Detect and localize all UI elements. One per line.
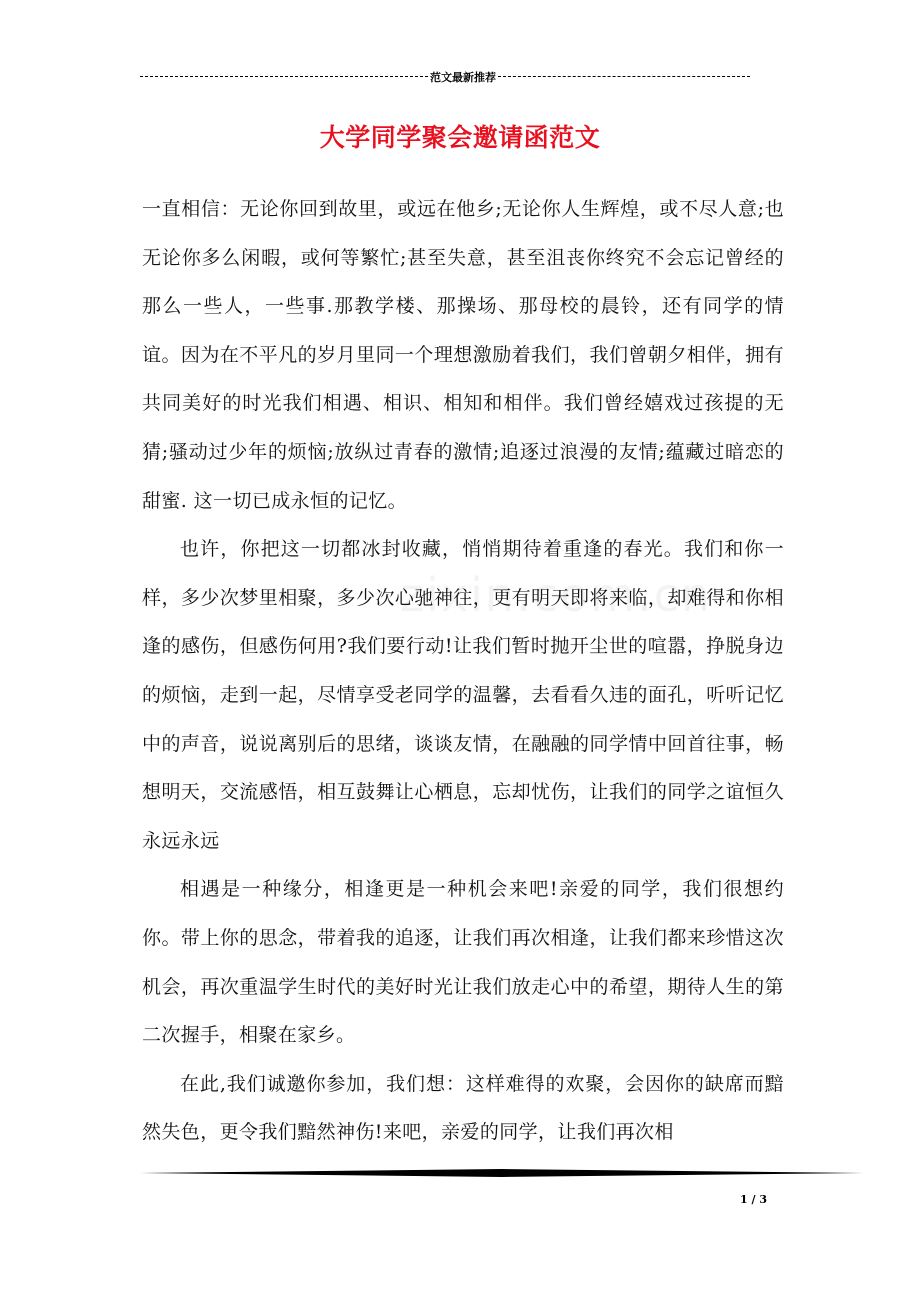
document-body xyxy=(142,185,784,1157)
header-dashed-rule-right xyxy=(498,76,750,78)
header-banner xyxy=(140,68,768,88)
paragraph-3: 相遇是一种缘分，相逢更是一种机会来吧!亲爱的同学，我们很想约你。带上你的思念，带着我的追逐，让我们再次相逢，让我们都来珍惜这次机会，再次重温学生时代的美好时光让我们放走心中的希望，期待人生的第二次握手，相聚在家乡。 xyxy=(142,878,784,1047)
page-number: 1 / 3 xyxy=(740,1193,767,1206)
header-label: 范文最新推荐 xyxy=(430,71,496,84)
footer-divider xyxy=(140,1168,864,1178)
document-title: 大学同学聚会邀请函范文 xyxy=(319,123,601,152)
paragraph-1: 一直相信：无论你回到故里，或远在他乡;无论你人生辉煌，或不尽人意;也无论你多么闲暇，或何等繁忙;甚至失意，甚至沮丧你终究不会忘记曾经的那么一些人，一些事.那教学楼、那操场、那母校的晨铃，还有同学的情谊。因为在不平凡的岁月里同一个理想激励着我们，我们曾朝夕相伴，拥有共同美好的时光我们相遇、相识、相知和相伴。我们曾经嬉戏过孩提的无猜;骚动过少年的烦恼;放纵过青春的激情;追逐过浪漫的友情;蕴藏过暗恋的甜蜜. 这一切已成永恒的记忆。 xyxy=(142,198,784,512)
paragraph-2: 也许，你把这一切都冰封收藏，悄悄期待着重逢的春光。我们和你一样，多少次梦里相聚，多少次心驰神往，更有明天即将来临，却难得和你相逢的感伤，但感伤何用?我们要行动!让我们暂时抛开尘世的喧嚣，挣脱身边的烦恼，走到一起，尽情享受老同学的温馨，去看看久违的面孔，听听记忆中的声音，说说离别后的思绪，谈谈友情，在融融的同学情中回首往事，畅想明天，交流感悟，相互鼓舞让心栖息，忘却忧伤，让我们的同学之谊恒久永远永远 xyxy=(142,538,784,852)
paragraph-4: 在此,我们诚邀你参加，我们想：这样难得的欢聚，会因你的缺席而黯然失色，更令我们黯然神伤!来吧，亲爱的同学，让我们再次相 xyxy=(142,1072,784,1144)
header-dashed-rule-left xyxy=(140,76,428,78)
